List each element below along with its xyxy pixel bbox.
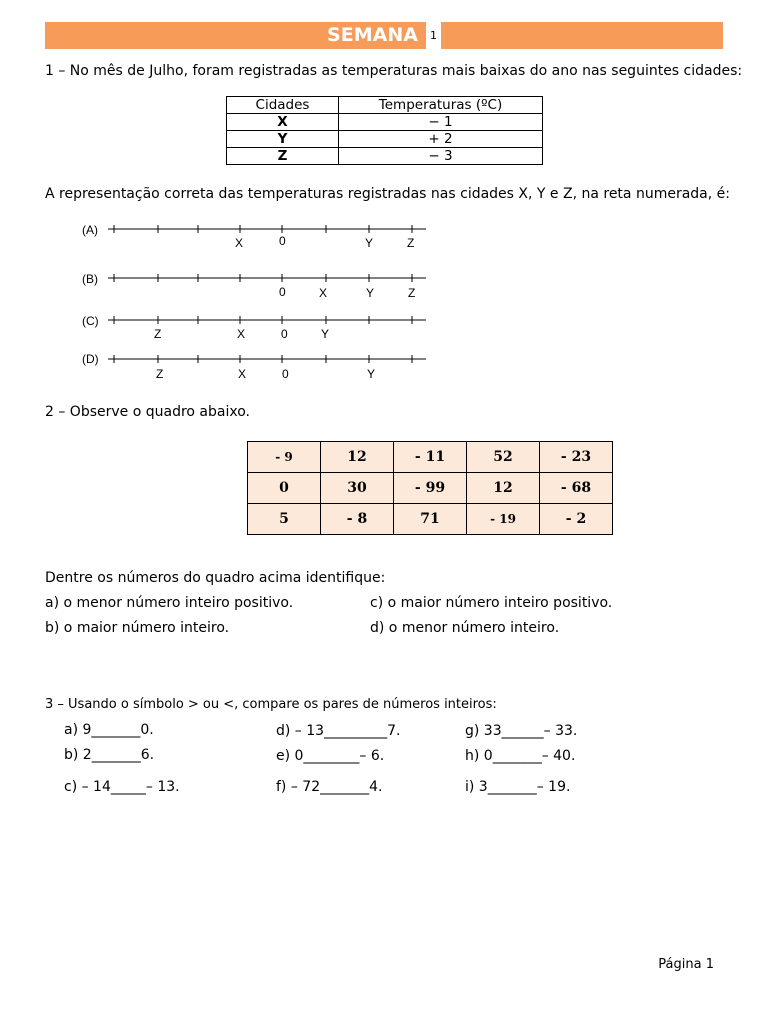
grid-cell: - 8 (321, 504, 394, 535)
option-a-mark: Z (407, 236, 415, 250)
question-3-item-h: h) 0_______– 40. (465, 748, 576, 764)
table-header-temperatures: Temperaturas (ºC) (339, 97, 543, 114)
option-c-mark: Y (321, 327, 330, 341)
question-1-prompt: A representação correta das temperaturas registradas nas cidades X, Y e Z, na reta numerada, é: (45, 186, 730, 202)
page-number: Página 1 (658, 957, 714, 972)
grid-cell: - 99 (394, 473, 467, 504)
grid-row (248, 504, 613, 535)
question-3-item-c: c) – 14_____– 13. (64, 779, 180, 795)
question-3-item-d: d) – 13_________7. (276, 723, 401, 739)
table-row (227, 114, 543, 131)
grid-cell: - 2 (540, 504, 613, 535)
option-d-mark: X (238, 367, 247, 381)
numbers-grid (247, 441, 613, 535)
option-b-mark: Z (408, 286, 416, 300)
question-3-item-f: f) – 72_______4. (276, 779, 383, 795)
option-c-mark: 0 (281, 327, 288, 341)
question-2-item-b: b) o maior número inteiro. (45, 620, 230, 636)
option-b-mark: 0 (279, 285, 286, 299)
grid-cell: 52 (467, 442, 540, 473)
option-d-label: (D) (82, 352, 99, 366)
grid-cell: 12 (467, 473, 540, 504)
grid-cell: - 68 (540, 473, 613, 504)
question-2-item-a: a) o menor número inteiro positivo. (45, 595, 294, 611)
question-2-item-d: d) o menor número inteiro. (370, 620, 560, 636)
number-line-options (76, 215, 436, 385)
option-d-mark: Y (367, 367, 376, 381)
table-cell-temp: − 1 (339, 114, 543, 131)
number-line-a (108, 225, 426, 250)
grid-cell: - 19 (467, 504, 540, 535)
grid-cell: - 11 (394, 442, 467, 473)
question-3-item-e: e) 0________– 6. (276, 748, 385, 764)
question-3-item-a: a) 9_______0. (64, 722, 154, 738)
grid-row (248, 473, 613, 504)
grid-cell: 30 (321, 473, 394, 504)
grid-cell: - 9 (248, 442, 321, 473)
question-3-item-b: b) 2_______6. (64, 747, 155, 763)
question-3-item-g: g) 33______– 33. (465, 723, 578, 739)
option-b-mark: X (319, 286, 328, 300)
grid-cell: 12 (321, 442, 394, 473)
option-a-mark: Y (365, 236, 374, 250)
number-line-b (108, 274, 426, 300)
option-b-mark: Y (366, 286, 375, 300)
question-2-item-c: c) o maior número inteiro positivo. (370, 595, 613, 611)
table-cell-city: X (227, 114, 339, 131)
week-number: 1 (426, 22, 441, 49)
temperature-table (226, 96, 543, 165)
question-3-item-i: i) 3_______– 19. (465, 779, 571, 795)
table-row (227, 131, 543, 148)
table-cell-city: Z (227, 148, 339, 165)
table-cell-temp: + 2 (339, 131, 543, 148)
table-header-cities: Cidades (227, 97, 339, 114)
table-cell-temp: − 3 (339, 148, 543, 165)
number-line-d (108, 355, 426, 381)
grid-cell: 0 (248, 473, 321, 504)
option-c-mark: X (237, 327, 246, 341)
option-d-mark: Z (156, 367, 164, 381)
option-c-label: (C) (82, 314, 99, 328)
option-d-mark: 0 (282, 367, 289, 381)
table-header-row (227, 97, 543, 114)
question-3-statement: 3 – Usando o símbolo > ou <, compare os pares de números inteiros: (45, 697, 497, 712)
question-2-statement: 2 – Observe o quadro abaixo. (45, 404, 250, 420)
option-a-mark: 0 (279, 234, 286, 248)
option-a-label: (A) (82, 223, 98, 237)
table-row (227, 148, 543, 165)
week-title: SEMANA (327, 22, 426, 49)
option-c-mark: Z (154, 327, 162, 341)
week-header (45, 22, 723, 49)
grid-cell: 71 (394, 504, 467, 535)
grid-cell: - 23 (540, 442, 613, 473)
grid-row (248, 442, 613, 473)
question-1-statement: 1 – No mês de Julho, foram registradas as temperaturas mais baixas do ano nas seguintes cidades: (45, 63, 743, 79)
option-a-mark: X (235, 236, 244, 250)
table-cell-city: Y (227, 131, 339, 148)
question-2-instruction: Dentre os números do quadro acima identifique: (45, 570, 386, 586)
number-line-c (108, 316, 426, 341)
grid-cell: 5 (248, 504, 321, 535)
option-b-label: (B) (82, 272, 98, 286)
